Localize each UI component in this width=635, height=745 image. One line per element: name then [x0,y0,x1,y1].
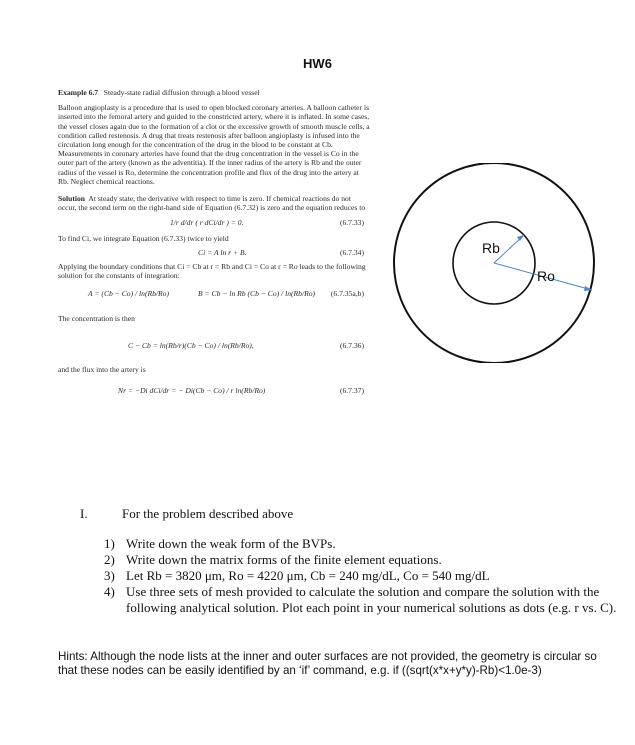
example-paragraph: Balloon angioplasty is a procedure that is used to open blocked coronary arteries. A balloon catheter is inserted into the femoral artery and guided to the constricted artery, where it is inflated. In some cases, the vessel closes again due to the formation of a clot or the excessive growth of smooth muscle cells, a condition called restenosis. A drug that treats restenosis after balloon angioplasty is infused into the circulation long enough for the concentration of the drug in the blood to be constant at Cb. Measurements in coronary arteries have found that the drug concentration in the vessel is Co in the outer part of the artery (known as the adventitia). If the inner radius of the artery is Rb and the outer radius of the vessel is Ro, determine the concentration profile and flux of the drug into the artery at Rb. Neglect chemical reactions. [58,103,370,186]
list-text: Use three sets of mesh provided to calculate the solution and compare the solution with the following analytical solution. Plot each point in your numerical solutions as dots (e.g. r vs. C). [126,584,617,615]
vessel-cross-section-diagram [383,163,623,363]
equation-row [58,244,370,262]
equation-number: (6.7.34) [339,247,364,257]
list-text: Let Rb = 3820 μm, Ro = 4220 μm, Cb = 240 mg/dL, Co = 540 mg/dL [126,568,490,583]
example-heading-line [58,88,370,97]
solution-label: Solution [58,194,86,204]
list-item [104,536,634,552]
equation-6-7-35b: B = Cb − ln Rb (Cb − Co) / ln(Rb/Ro) [198,289,316,299]
equation-6-7-33: 1/r d/dr ( r dCi/dr ) = 0. [170,218,244,228]
problem-intro: For the problem described above [122,506,294,521]
equation-row [58,212,370,234]
textbook-excerpt [58,88,370,496]
flux-line: and the flux into the artery is [58,365,146,375]
page-title: HW6 [303,56,332,71]
list-text: Write down the matrix forms of the finite element equations. [126,552,442,567]
list-number: 4) [104,584,115,599]
equation-row [58,323,370,365]
example-subtitle: Steady-state radial diffusion through a blood vessel [103,88,260,97]
inner-radius-label: Rb [482,240,500,256]
equation-6-7-34: Ci = A ln r + B. [198,247,247,257]
hints-paragraph: Hints: Although the node lists at the inner and outer surfaces are not provided, the geometry is circular so that these nodes can be easily identified by an ‘if’ command, e.g. if ((sqrt(x*x+y*y)-Rb)<1.0e-3) [58,650,597,677]
integration-line: To find Ci, we integrate Equation (6.7.33) twice to yield [58,234,229,244]
outer-radius-label: Ro [537,268,555,284]
equation-number: (6.7.33) [339,218,364,228]
equation-6-7-36: C − Cb = ln(Rb/r)(Cb − Co) / ln(Rb/Ro), [128,341,254,351]
equation-row [58,374,370,404]
equation-number: (6.7.35a,b) [330,289,364,299]
equation-row [58,280,370,310]
concentration-line: The concentration is then [58,314,135,324]
equation-6-7-37: Nr = −Di dCi/dr = − Di(Cb − Co) / r ln(Rb/Ro) [118,386,266,396]
solution-text: At steady state, the derivative with respect to time is zero. If chemical reactions do not occur, the second term on the right-hand side of Equation (6.7.32) is zero and the equation reduces to [58,194,366,213]
list-number: 2) [104,552,115,567]
task-list [104,536,634,616]
list-number: 1) [104,536,115,551]
list-item [104,584,634,616]
example-heading: Example 6.7 [58,88,99,97]
list-item [104,552,634,568]
list-item [104,568,634,584]
equation-number: (6.7.36) [339,341,364,351]
list-number: 3) [104,568,115,583]
equation-number: (6.7.37) [339,386,364,396]
list-text: Write down the weak form of the BVPs. [126,536,336,551]
problem-number: I. [80,506,88,521]
equation-6-7-35a: A = (Cb − Co) / ln(Rb/Ro) [88,289,169,299]
boundary-conditions-line: Applying the boundary conditions that Ci = Cb at r = Rb and Ci = Co at r = Ro leads to the following solution for the constants of integration: [58,261,366,280]
solution-paragraph [58,194,370,212]
